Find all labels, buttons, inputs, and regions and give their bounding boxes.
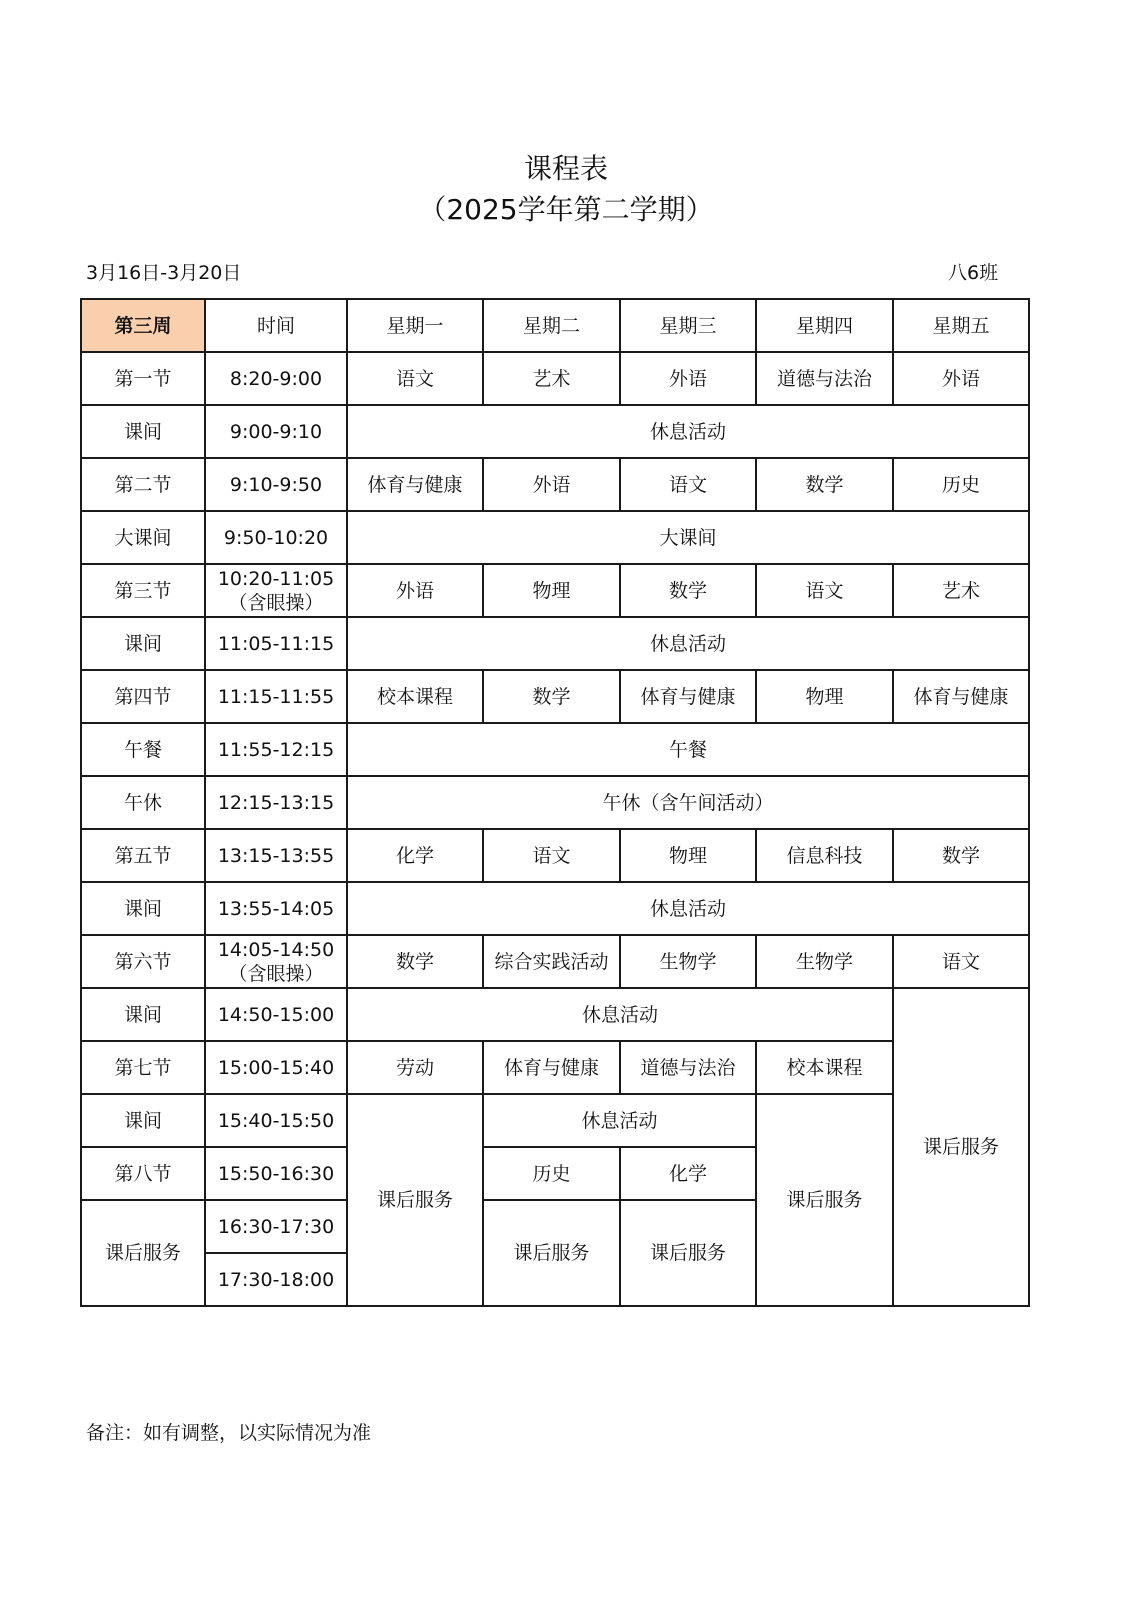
after-school-service-fri: 课后服务: [893, 988, 1029, 1306]
class-cell: 语文: [893, 935, 1029, 988]
table-row: [81, 564, 1029, 617]
activity-span: 午餐: [347, 723, 1029, 776]
period-time: 13:55-14:05: [205, 882, 347, 935]
class-cell: 历史: [893, 458, 1029, 511]
period-time: 17:30-18:00: [205, 1253, 347, 1306]
period-time: 15:00-15:40: [205, 1041, 347, 1094]
period-label: 第二节: [81, 458, 205, 511]
class-cell: 语文: [347, 352, 483, 405]
class-cell: 物理: [483, 564, 620, 617]
period-label: 课间: [81, 988, 205, 1041]
table-row: [81, 458, 1029, 511]
table-row: [81, 1041, 1029, 1094]
period-label: 第三节: [81, 564, 205, 617]
table-row: [81, 511, 1029, 564]
table-row: [81, 776, 1029, 829]
activity-span: 休息活动: [347, 882, 1029, 935]
table-row: [81, 352, 1029, 405]
period-time: 8:20-9:00: [205, 352, 347, 405]
period-label: 课间: [81, 617, 205, 670]
activity-span: 大课间: [347, 511, 1029, 564]
table-row: [81, 1094, 1029, 1147]
class-cell: 数学: [620, 564, 756, 617]
period-label: 课间: [81, 882, 205, 935]
day-header-tue: 星期二: [483, 299, 620, 352]
class-cell: 化学: [347, 829, 483, 882]
after-school-service-mon: 课后服务: [347, 1094, 483, 1306]
period-time: 13:15-13:55: [205, 829, 347, 882]
class-cell: 体育与健康: [620, 670, 756, 723]
day-header-wed: 星期三: [620, 299, 756, 352]
period-time: [205, 564, 347, 617]
class-cell: 综合实践活动: [483, 935, 620, 988]
period-label: 第六节: [81, 935, 205, 988]
day-header-fri: 星期五: [893, 299, 1029, 352]
class-cell: 物理: [620, 829, 756, 882]
period-label: 大课间: [81, 511, 205, 564]
class-cell: 校本课程: [756, 1041, 893, 1094]
class-cell: 语文: [483, 829, 620, 882]
class-cell: 劳动: [347, 1041, 483, 1094]
table-row: [81, 723, 1029, 776]
schedule-table: [80, 298, 1030, 1307]
class-cell: 生物学: [756, 935, 893, 988]
class-cell: 数学: [347, 935, 483, 988]
period-label: 课后服务: [81, 1200, 205, 1306]
class-cell: 化学: [620, 1147, 756, 1200]
class-cell: 语文: [756, 564, 893, 617]
page-title: 课程表: [523, 152, 608, 185]
period-label: 课间: [81, 405, 205, 458]
class-cell: 数学: [483, 670, 620, 723]
class-cell: 生物学: [620, 935, 756, 988]
class-cell: 体育与健康: [347, 458, 483, 511]
time-range: 10:20-11:05: [217, 567, 335, 590]
table-row: [81, 935, 1029, 988]
period-time: 15:40-15:50: [205, 1094, 347, 1147]
day-header-thu: 星期四: [756, 299, 893, 352]
class-cell: 外语: [347, 564, 483, 617]
class-cell: 艺术: [483, 352, 620, 405]
class-cell: 语文: [620, 458, 756, 511]
after-school-service-wed: 课后服务: [620, 1200, 756, 1306]
period-time: 15:50-16:30: [205, 1147, 347, 1200]
activity-span: 休息活动: [347, 988, 893, 1041]
activity-span: 休息活动: [347, 405, 1029, 458]
class-cell: 外语: [893, 352, 1029, 405]
table-row: [81, 670, 1029, 723]
period-label: 第一节: [81, 352, 205, 405]
class-cell: 外语: [483, 458, 620, 511]
table-row: [81, 882, 1029, 935]
table-row: [81, 829, 1029, 882]
class-name: 八6班: [948, 262, 999, 284]
class-cell: 校本课程: [347, 670, 483, 723]
class-cell: 体育与健康: [893, 670, 1029, 723]
table-row: [81, 988, 1029, 1041]
class-cell: 体育与健康: [483, 1041, 620, 1094]
period-label: 第四节: [81, 670, 205, 723]
period-label: 第七节: [81, 1041, 205, 1094]
header-row: [81, 299, 1029, 352]
period-time: 9:10-9:50: [205, 458, 347, 511]
period-time: 11:05-11:15: [205, 617, 347, 670]
time-note: （含眼操）: [228, 591, 324, 614]
table-row: [81, 617, 1029, 670]
class-cell: 外语: [620, 352, 756, 405]
period-label: 午餐: [81, 723, 205, 776]
class-cell: 数学: [756, 458, 893, 511]
time-range: 14:05-14:50: [217, 938, 335, 961]
day-header-mon: 星期一: [347, 299, 483, 352]
class-cell: 历史: [483, 1147, 620, 1200]
table-row: [81, 405, 1029, 458]
period-time: [205, 935, 347, 988]
period-time: 9:50-10:20: [205, 511, 347, 564]
activity-span: 午休（含午间活动）: [347, 776, 1029, 829]
class-cell: 道德与法治: [756, 352, 893, 405]
class-cell: 道德与法治: [620, 1041, 756, 1094]
period-time: 11:15-11:55: [205, 670, 347, 723]
period-time: 16:30-17:30: [205, 1200, 347, 1253]
after-school-service-thu: 课后服务: [756, 1094, 893, 1306]
activity-span: 休息活动: [483, 1094, 756, 1147]
period-time: 12:15-13:15: [205, 776, 347, 829]
footnote: 备注：如有调整，以实际情况为准: [86, 1422, 372, 1444]
period-time: 11:55-12:15: [205, 723, 347, 776]
date-range: 3月16日-3月20日: [86, 262, 242, 284]
period-label: 午休: [81, 776, 205, 829]
class-cell: 信息科技: [756, 829, 893, 882]
period-label: 课间: [81, 1094, 205, 1147]
class-cell: 数学: [893, 829, 1029, 882]
period-time: 14:50-15:00: [205, 988, 347, 1041]
activity-span: 休息活动: [347, 617, 1029, 670]
class-cell: 艺术: [893, 564, 1029, 617]
period-label: 第五节: [81, 829, 205, 882]
time-note: （含眼操）: [228, 962, 324, 985]
class-cell: 物理: [756, 670, 893, 723]
after-school-service-tue: 课后服务: [483, 1200, 620, 1306]
period-time: 9:00-9:10: [205, 405, 347, 458]
week-label: 第三周: [81, 299, 205, 352]
period-label: 第八节: [81, 1147, 205, 1200]
time-header: 时间: [205, 299, 347, 352]
page-subtitle: （2025学年第二学期）: [418, 193, 714, 226]
